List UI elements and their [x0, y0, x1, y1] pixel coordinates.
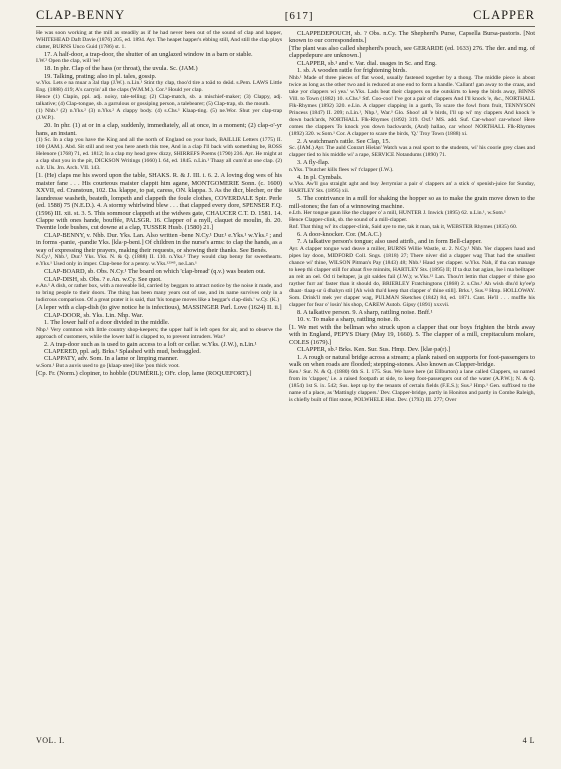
entry-paragraph: e.Lth. Her tongue gaun like the clapper o' a mill, HUNTER J. Inwick (1895) 62. n.Lin.¹, w.Som.¹ [289, 209, 506, 216]
entry-paragraph: 20. In phr. (1) at or in a clap, suddenly, immediately, all at once, in a moment; (2) clap-o'-yr hans, an instant. [36, 122, 282, 137]
header-left-word: CLAP-BENNY [36, 8, 126, 22]
entry-paragraph: N.Cy.¹, Nhb.¹, Dur.¹ Yks. Yks. N. & Q. (1888) II. 110. n.Yks.² They would clap benny for sweethearts. e.Yks.¹ Used only in imper. Clap-bene for a penny. w.Yks.¹²³⁴⁵, ne.Lan.¹ [36, 254, 282, 268]
running-header [36, 8, 535, 27]
entry-paragraph: 8. A talkative person. 9. A sharp, rattling noise. Bnff.¹ [297, 308, 433, 316]
entry-paragraph: CLAPERED, ppl. adj. Brks.¹ Splashed with mud, bedraggled. [44, 347, 201, 355]
entry-paragraph: He was soon working at the mill as steadily as if he had never been out of the sound of clap and happer, WHITEHEAD Daft Davie (1876) 205, ed. 1894. Ayr. The heapet happer's ebbing still, And still the clap plays clatter, BURNS Unco Guid (1786) st. 1. [36, 30, 282, 50]
page-number: [617] [284, 10, 314, 22]
right-column [289, 30, 535, 730]
entry-paragraph: 2. A watchman's rattle. See Clap, 15. [297, 137, 391, 145]
entry-paragraph: 5. The contrivance in a mill for shaking the hopper so as to make the grain move down to the mill-stones; the fan of a winnowing machine. [289, 195, 535, 210]
left-column [36, 30, 282, 730]
entry-paragraph: [Cp. Fr. (Norm.) clopiner, to hobble (DUMÉRIL); OFr. clop, lame (ROQUEFORT).] [36, 369, 252, 377]
header-right-word: CLAPPER [473, 8, 535, 22]
entry-paragraph: Hence (1) Clapin, ppl. adj. noisy, tale-telling; (2) Clap-match, sb. a mischief-maker; (3) Clappy, adj. talkative; (4) Clap-tongue, sb. a garrulous or gossiping person, a talebearer; (5) Clap-trap, sb. the mouth. [36, 94, 282, 108]
entry-paragraph: (1) Sc. In a clap you have the King and all the north of England on your back, BAILLIE Letters (1775) II. 100 (JAM.). Abd. Sit still and rest you here aneth this tree, And in a clap I'll back with something be, ROSS Helenore (1768) 71, ed. 1812; In a clap my head grew dizzy, SHIRREFS Poems (1790) 236. Ayr. He might at a clap shut you in the pit, DICKSON Writings (1660) I. 64, ed. 1845. n.Lin.¹ Thaay all cum'd at one clap. (2) n.Ir. Uls. Jrn. Arch. VII. 143. [36, 137, 282, 172]
entry-paragraph: (1) Nhb.¹ (2) n.Yks.² (3) n.Yks.² A clappy body. (4) s.Chs.¹ Klaap-ting. (5) ne.Wor. Shut yer clap-trap (J.W.P.). [36, 108, 282, 122]
entry-paragraph: e.An.¹ A dish, or rather box, with a moveable lid, carried by beggars to attract notice by the noise it made, and to bring people to their doors. The thing has been many years out of use, and its name survives only in a ludicrous comparison. Of a great prater it is said, that 'his tongue moves like a beggar's clap-dish.' w.Cy. (K.) [36, 283, 282, 304]
entry-paragraph: 1. A rough or natural bridge across a stream; a plank raised on supports for foot-passengers to walk on when roads are flooded; stepping-stones. Also known as Clapper-bridge. [289, 353, 535, 369]
entry-paragraph: CLAPPER, sb.² Brks. Ken. Sur. Sus. Hmp. Dev. [klæ·pə(r).] [297, 346, 451, 354]
entry-paragraph: w.Yks. Lets e na muar a 3al tlap (J.W.). n.Lin.¹ Stint thy clap, thoo'd tire a toäd to deäd. s.Pem. LAWS Little Eng. (1888) 419; A's carryin' all the claps (W.M.M.). Cor.³ Hould yer clap. [36, 80, 282, 94]
entry-paragraph: 17. A half-door, a trap-door, the shutter of an unglazed window in a barn or stable. [44, 51, 253, 58]
entry-paragraph: Nhb.¹ Made of three pieces of flat wood, usually fastened together by a thong. The middle piece is about twice as long as the other two and is reduced at one end to form a handle. 'Callant! gan away to the craas, and take yor clappers wi yea.' w.Yks. Lads beat their clappers on the outskirts to keep the birds away, BINNS Vill. to Town (1882) 10. s.Chs.¹ Stf. Coo-coo! I've got a pair of clappers And I'll knock 'e, &c., NORTHALL Flk-Rhymes (1892) 320. e.Lin. A clapper clapping in a garth, To scare the fowl from fruit, TENNYSON Princess (1847) II. 209; n.Lin.¹, Nhp.¹, War.³ Glo. Shoo! all 'e birds, I'll up wi' my clappers And knock 'e down back'ards, NORTHALL Flk-Rhymes (1892) 319. Oxf.¹ MS. add. Suf. Car-whoo! car-whoo! Here comes the clappers To knock you down backwards, (And) hallao, car whoo! NORTHALL Flk-Rhymes (1892) 320. w.Som.¹ Cor. A clapper to scare the birds, 'Q.' Troy Town (1888) xi. [289, 74, 535, 137]
entry-paragraph: I.W.² Open the clap, will 'ee! [36, 58, 101, 65]
entry-paragraph: n.Yks. T'butcher kills flees wi' t'clapper (I.W.). [289, 166, 394, 173]
entry-paragraph: CLAP-DISH, sb. Obs. ? e.An. w.Cy. See quot. [44, 275, 162, 283]
entry-paragraph: CLAP-BOARD, sb. Obs. N.Cy.¹ The board on which 'clap-bread' (q.v.) was beaten out. [44, 268, 266, 276]
entry-paragraph: CLAP-BENNY, v. Nhb. Dur. Yks. Lan. Also written -bene N.Cy.¹ Dur.¹ e.Yks.¹ w.Yks.² ; and in forms -panie, -pandie Yks. [kla·p-beni.] Of children in the nurse's arms: to clap the hands, as a way of expressing their prayers, making their requests, or showing their thanks. See Benés. [36, 231, 282, 254]
entry-paragraph: [The plant was also called shepherd's pouch, see GERARDE (ed. 1633) 276. The der. and mg. of clappedepure are unknown.] [289, 44, 535, 60]
entry-paragraph: Sc. (JAM.) Ayr. The auld Conrart Hielan' Watch was a real sport to the students, wi' his coorie grey claes and clapper tied to his middle wi' a rape, SERVICE Notandums (1890) 71. [289, 145, 535, 159]
entry-paragraph: 18. In phr. Clap of the hass (or throat), the uvula. Sc. (JAM.) [44, 65, 198, 73]
entry-paragraph: CLAPPEDEPOUCH, sb. ? Obs. n.Cy. The Shepherd's Purse, Capsella Bursa-pastoris. [Not known to our correspondents.] [289, 30, 535, 45]
entry-paragraph: [A leper with a clap-dish (to give notice he is infectious), MASSINGER Parl. Love (1624) II. ii.] [36, 304, 282, 312]
entry-paragraph: 3. A fly-flap. [297, 159, 330, 167]
entry-paragraph: [1. (He) claps me his sword upon the table, SHAKS. R. & J. III. i. 6. 2. A loving dog wes of his maister fane . . . His courteous maister clappit him agane, MONTGOMERIE Sonn. (c. 1600) XXVII, ed. Cranstoun, 102. Da. klappe, to pat, caress, ON. klappa. 3. As the dicr, blecher, or the laundresse washeth, beateth, lompeth and clappeth the foule clothes, COVERDALE Spir. Perle (ed. 1588) 75 (N.E.D.). 4. A stormy whirlwind blew . . . that clapped every dore, SPENSER F.Q. (1596) III. xii. st. 3. 5. This sommour clappeth at the widwes gate, CHAUCER C.T. D. 1581. 14. Clappe with ones hande, bouffée, PALSGR. 16. Clapper of a myll, claquet de moulin, ib. 20. Twentie lode bushes, cut downe at a clap, TUSSER Husb. (1580) 21.] [36, 172, 282, 232]
entry-paragraph: w.Som.¹ But a auvis used to go [klaap·utee] like 'pon thick voot. [36, 362, 180, 369]
entry-paragraph: CLAPPATY, adv. Som. In a lame or limping manner. [44, 355, 179, 363]
entry-paragraph: 1. The lower half of a door divided in the middle. [44, 319, 170, 327]
entry-paragraph: Ken.¹ Sur. N. & Q. (1880) 6th S. I. 175. Sus. We have here (at Ellburton) a lane called Clappers, so named from its 'clapper,' i.e. a raised footpath at side, to keep foot-passengers out of the water (A.P.W.); N. & Q. (1854) 1st S. ix. 542; Sus. kept up by the tenants of certain fields (F.E.S.); Sus.² Hmp.¹ Gen. suffixed to the name of a place, as 'Mattingly clappers.' Dev. Clapper-bridge, partly in Honiton and partly in Combe Raleigh, is chiefly built of flint stone, POLWHELE Hist. Dev. (1793) III. 277; Over [289, 368, 535, 403]
entry-paragraph: 10. v. To make a sharp, rattling noise. ib. [297, 316, 401, 324]
entry-paragraph: Hence Clapper-clink, sb. the sound of a mill-clapper. [289, 216, 408, 223]
entry-paragraph: 6. A door-knocker. Cor. (M.A.C.) [297, 230, 382, 238]
volume-label: VOL. I. [36, 736, 65, 745]
entry-paragraph: 2. A trap-door such as is used to gain access to a loft or cellar. w.Yks. (J.W.), n.Lin.¹ [44, 340, 257, 348]
entry-paragraph: 1. sb. A wooden rattle for frightening birds. [297, 67, 407, 75]
entry-paragraph: CLAPPER, sb.¹ and v. Var. dial. usages in Sc. and Eng. [297, 59, 437, 67]
entry-paragraph: CLAP-DOOR, sb. Yks. Lin. Nhp. War. [44, 311, 144, 319]
entry-paragraph: Nhp.¹ Very common with little country shop-keepers; the upper half is left open for air, and to observe the approach of customers, while the lower half is clapped to, to prevent intruders. War.³ [36, 326, 282, 340]
entry-paragraph: 4. In pl. Cymbals. [297, 173, 343, 181]
signature-mark: 4 L [522, 736, 535, 745]
entry-paragraph: w.Yks. Aw'll goa straight aght and buy Jerrymiar a pair o' clappers an' a stick o' spenish-juice for Sunday, HARTLEY Sts. (1895) xii. [289, 181, 535, 195]
entry-paragraph: 7. A talkative person's tongue; also used attrib., and in form Bell-clapper. [297, 238, 482, 246]
entry-paragraph: Ayr. A clapper tongue wad deave a miller, BURNS Willie Wastle, st. 2. N.Cy.¹ Nhb. Yer clappers haud and pipes lay doon, MIDFORD Coll. Sngs. (1818) 27; There niver did a clapper wag That had the smallest chance wi' thine, WILSON Pitman's Pay (1843) 48; Nhb.¹ Haud yer clapper. w.Yks. Nah, if tha can manage to keep thi clapper still for abaat five minnits, HARTLEY Sts. (1895) II; If ta duz bat agian, Ise i ma belltaper an reit an oel. Od ti beltaper, ja git saldes fail (J.W.); w.Yks.¹² Lan. Thou'rt lettin that clapper o' thine goo rayther furr an' faster than it should do, BRIERLEY Fratchingtons (1868) 2. s.Chs.¹ Ah wish dhu'd ky'ee'p dhaat· tlaap·ur ü dhahyn stil [Ah wish tha'd keep that clapper o' thine still]. Brks.¹, Sus.¹² Hmp. HOLLOWAY. Som. Drink'll mek yer clapper wag, PULMAN Sketches (1842) 84, ed. 1871. Cant. He'll . . . muffle his clapper for fear o' losin' his shop, CAREW Autob. Gipsy (1891) xxxvii. [289, 245, 535, 308]
entry-paragraph: Rnf. That thing wi' its clapper-clink, Said aye to me, tak it man, tak it, WEBSTER Rhymes (1835) 60. [289, 223, 518, 230]
entry-paragraph: [1. We met with the bellman who struck upon a clapper that our boys frighten the birds away with in England, PEPYS Diary (May 19, 1660). 5. The clapper of a mill, crepitaculum molare, COLES (1679).] [289, 323, 535, 346]
entry-paragraph: 19. Talking, prating; also in pl. tales, gossip. [44, 72, 157, 80]
